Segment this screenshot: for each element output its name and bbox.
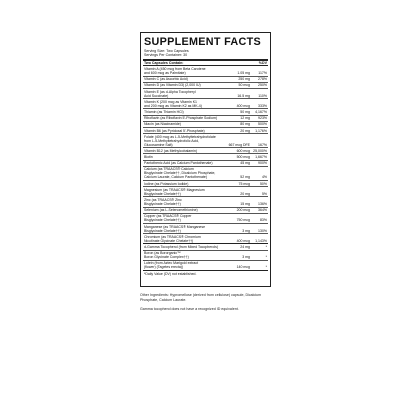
- nutrient-row: [143, 99, 268, 109]
- nutrient-dv: 333%: [258, 103, 267, 108]
- serving-size: Serving Size: Two Capsules: [144, 49, 189, 53]
- nutrient-amount: 200 mcg: [236, 208, 250, 213]
- header-amount-label: Two Capsules Contain:: [144, 60, 184, 65]
- panel-title: SUPPLEMENT FACTS: [144, 36, 261, 48]
- gamma-note: Gamma tocopherol does not have a recognized ID equivalent.: [140, 307, 239, 311]
- nutrient-name: Vitamin C (as Ascorbic Acid): [144, 77, 188, 82]
- nutrient-amount: 3 mg: [242, 228, 250, 233]
- nutrient-row: [143, 224, 268, 234]
- nutrient-name: Biotin: [144, 155, 153, 160]
- nutrient-amount: 80 mg: [240, 122, 250, 127]
- nutrient-row: [143, 187, 268, 197]
- nutrient-row: [143, 89, 268, 99]
- nutrient-dv: 117%: [258, 71, 267, 75]
- nutrient-name: Vitamin A (450 mcg from Beta Carotene and 600 mcg as Palmitate): [144, 67, 206, 75]
- supplement-facts-panel: [140, 32, 271, 287]
- nutrient-amount: 140 mcg: [236, 265, 250, 270]
- nutrient-dv: 83%: [259, 218, 267, 223]
- nutrient-name: Vitamin E (as d-Alpha Tocopheryl Acid Succinate): [144, 89, 196, 98]
- nutrient-amount: 600 mcg: [236, 148, 250, 153]
- nutrient-name: Riboflavin (as Riboflavin 5'-Phosphate Sodium): [144, 116, 218, 121]
- nutrient-name: Vitamin B12 (as Methylcobalamin): [144, 148, 198, 153]
- nutrient-amount: 50 mcg: [238, 83, 250, 88]
- nutrient-dv: 1,667%: [255, 155, 267, 160]
- nutrient-dv: 50%: [259, 181, 267, 186]
- nutrient-amount: 20 mg: [240, 128, 250, 133]
- nutrient-dv: 1,176%: [255, 128, 267, 133]
- nutrient-name: Selenium (as L-Selenomethionine): [144, 208, 198, 213]
- nutrient-dv: 900%: [258, 161, 267, 166]
- nutrient-name: Boron (as Bororganic™ Boron Glycinate Complex††): [144, 251, 189, 260]
- nutrient-dv: 500%: [258, 122, 267, 127]
- nutrient-name: Vitamin B6 (as Pyridoxal 5'-Phosphate): [144, 128, 205, 133]
- nutrient-dv: 4%: [261, 175, 267, 180]
- nutrient-amount: 50 mg: [240, 109, 250, 114]
- nutrient-rows: [143, 66, 268, 271]
- nutrient-amount: 400 mcg: [236, 103, 250, 108]
- nutrient-name: Folate (400 mcg as L-5-Methyltetrahydrofolate from L-5-Methyltetrahydrofolic Acid, Glucosamine Salt): [144, 134, 216, 147]
- other-ingredients: Other Ingredients: Hypromellose (derived from cellulose) capsule, Dicalcium Phosphate, Calcium Laurate.: [140, 293, 262, 302]
- nutrient-row: [143, 197, 268, 207]
- nutrient-amount: 1.05 mg: [237, 71, 250, 75]
- nutrient-dv: 364%: [258, 208, 267, 213]
- nutrient-dv: 1,143%: [255, 238, 267, 243]
- nutrient-name: Zinc (as TRAACS® Zinc Bisglycinate Chelate††): [144, 198, 182, 206]
- nutrient-name: Lutein (from Aztec Marigold extract (flower) (Tagetes erecta)): [144, 261, 199, 270]
- nutrient-name: Thiamin (as Thiamin HCl): [144, 109, 184, 114]
- servings-per-container: Servings Per Container: 30: [144, 53, 188, 58]
- nutrient-name: Manganese (as TRAACS® Manganese Bisglycinate Chelate††): [144, 224, 206, 233]
- nutrient-dv: 25,000%: [253, 148, 267, 153]
- nutrient-amount: 75 mcg: [238, 181, 250, 186]
- nutrient-row: [143, 234, 268, 244]
- nutrient-dv: 130%: [258, 228, 267, 233]
- nutrient-row: [143, 66, 268, 76]
- nutrient-dv: *: [265, 255, 267, 260]
- nutrient-dv: 4,167%: [255, 109, 267, 114]
- nutrient-name: Niacin (as Niacinamide): [144, 122, 181, 127]
- nutrient-amount: 45 mg: [240, 161, 250, 166]
- nutrient-amount: 750 mcg: [236, 218, 250, 223]
- nutrient-amount: 20 mg: [240, 191, 250, 196]
- nutrient-row: [143, 134, 268, 148]
- nutrient-name: d-Gamma Tocopherol (from Mixed Tocopherols): [144, 244, 218, 249]
- nutrient-name: Pantothenic Acid (as Calcium Pantothenate): [144, 161, 213, 166]
- nutrient-amount: 12 mg: [240, 116, 250, 121]
- nutrient-dv: *: [265, 244, 267, 249]
- nutrient-amount: 500 mcg: [236, 155, 250, 160]
- nutrient-dv: 923%: [258, 116, 267, 121]
- nutrient-dv: 136%: [258, 202, 267, 206]
- nutrient-name: Vitamin D (as Vitamin D3) (2,000 IU): [144, 83, 201, 88]
- nutrient-amount: 15 mg: [240, 202, 250, 206]
- nutrient-dv: 167%: [258, 142, 267, 147]
- nutrient-row: [143, 167, 268, 181]
- serving-info: [143, 49, 268, 61]
- header-dv-label: %DV: [258, 60, 267, 65]
- nutrient-amount: 16.5 mg: [237, 93, 250, 98]
- footnote: *Daily Value (DV) not established.: [144, 271, 197, 276]
- nutrient-name: Chromium (as TRAACS® Chromium Nicotinate Glycinate Chelate††): [144, 234, 201, 243]
- nutrient-amount: 3 mg: [242, 255, 250, 260]
- nutrient-dv: 250%: [258, 83, 267, 88]
- nutrient-row: [143, 261, 268, 271]
- nutrient-dv: 5%: [261, 191, 267, 196]
- nutrient-amount: 250 mg: [238, 77, 250, 82]
- nutrient-amount: 400 mcg: [236, 238, 250, 243]
- nutrient-row: [143, 251, 268, 261]
- nutrient-amount: 667 mcg DFE: [228, 142, 250, 147]
- nutrient-name: Copper (as TRAACS® Copper Bisglycinate Chelate††): [144, 214, 192, 223]
- nutrient-dv: *: [265, 265, 267, 270]
- nutrient-name: Magnesium (as TRAACS® Magnesium Bisglycinate Chelate††): [144, 187, 205, 196]
- nutrient-dv: 110%: [258, 93, 267, 98]
- nutrient-dv: 278%: [258, 77, 267, 82]
- nutrient-row: [143, 214, 268, 224]
- nutrient-amount: 52 mg: [240, 175, 250, 180]
- nutrient-amount: 24 mg: [240, 244, 250, 249]
- nutrient-name: Vitamin K (200 mcg as Vitamin K1 and 200 mcg as Vitamin K2 as MK-4): [144, 99, 202, 108]
- nutrient-name: Iodine (as Potassium Iodide): [144, 181, 189, 186]
- nutrient-name: Calcium (as TRAACS® Calcium Bisglycinate Chelate††, Dicalcium Phosphate, Calcium Laurate, Calcium Pantothenate): [144, 167, 216, 180]
